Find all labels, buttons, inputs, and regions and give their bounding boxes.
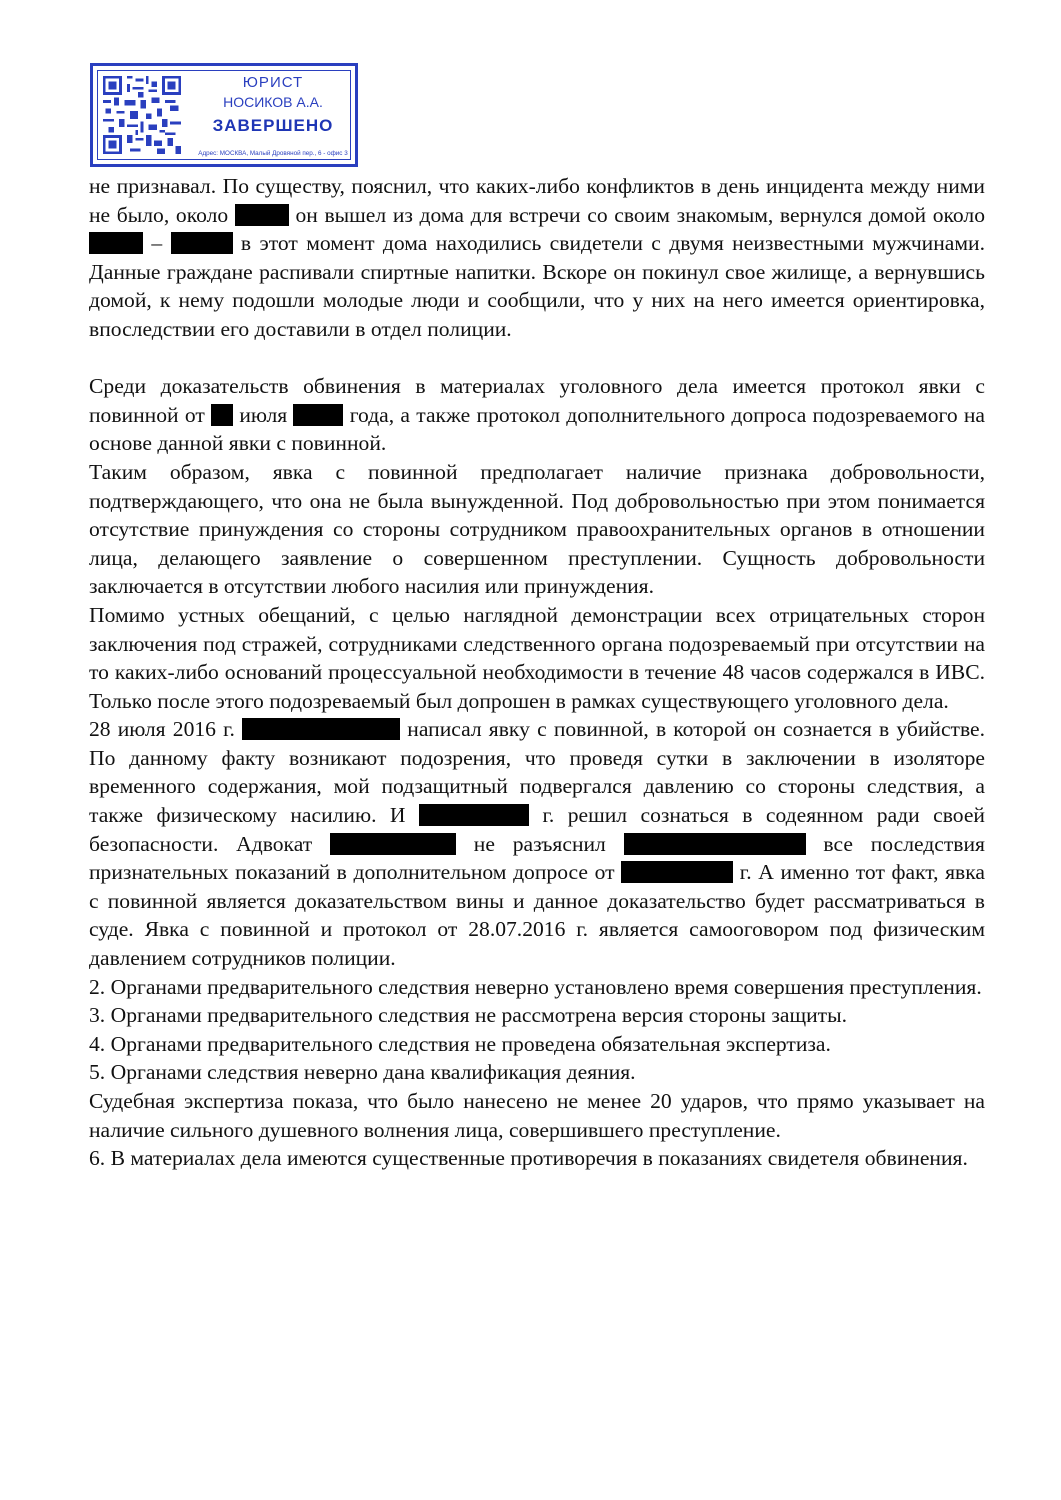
stamp-title: ЮРИСТ [242, 74, 304, 91]
paragraph-expertise: Судебная экспертиза показа, что было нанесено не менее 20 ударов, что прямо указывает на наличие сильного душевного волнения лица, совершившего преступление. [89, 1089, 985, 1142]
text-segment: он вышел из дома для встречи со своим знакомым, вернулся домой около [295, 202, 986, 227]
text-segment: все последствия признательных показаний в дополнительном допросе от [89, 831, 985, 885]
stamp-name: НОСИКОВ А.А. [223, 94, 323, 110]
text-segment: июля [239, 402, 288, 427]
paragraph-testimony [89, 172, 985, 344]
redaction [89, 232, 143, 254]
text-segment: Среди доказательств обвинения в материалах уголовного дела имеется протокол явки с повинной от [89, 374, 985, 427]
redaction [293, 404, 343, 426]
paragraph-evidence [89, 372, 985, 458]
redaction [330, 833, 456, 855]
text-segment: написал явку с повинной, в которой он сознается в убийстве. По данному факту возникают подозрения, что проведя сутки в заключении в изоляторе временного содержания, мой подзащитный подвергался давлению со стороны следствия, а также физическому насилию. И [89, 717, 986, 828]
text-segment: года, а также протокол дополнительного допроса подозреваемого на основе данной явки с повинной. [89, 402, 986, 456]
paragraph-gap [89, 344, 985, 373]
paragraph-point-3: 3. Органами предварительного следствия не рассмотрена версия стороны защиты. [89, 1003, 847, 1028]
redaction [235, 204, 289, 226]
document-body [89, 172, 985, 1173]
text-segment: – [151, 231, 163, 256]
paragraph-point-4: 4. Органами предварительного следствия не проведена обязательная экспертиза. [89, 1031, 831, 1056]
paragraph-point-5: 5. Органами следствия неверно дана квалификация деяния. [89, 1060, 636, 1085]
redaction [624, 833, 806, 855]
text-segment: не разъяснил [473, 831, 606, 856]
paragraph-detention: Помимо устных обещаний, с целью наглядной демонстрации всех отрицательных сторон заключения под стражей, сотрудниками следственного органа подозреваемый при отсутствии на то каких-либо оснований процессуальной необходимости в течение 48 часов содержался в ИВС. Только после этого подозреваемый был допрошен в рамках существующего уголовного дела. [89, 602, 985, 713]
text-segment: г. решил сознаться в содеянном ради своей безопасности. Адвокат [89, 803, 985, 856]
redaction [419, 804, 529, 826]
paragraph-point-6: 6. В материалах дела имеются существенные противоречия в показаниях свидетеля обвинения. [89, 1146, 968, 1171]
text-segment: не признавал. По существу, пояснил, что каких-либо конфликтов в день инцидента между ними не было, около [89, 174, 985, 227]
text-segment: 28 июля 2016 г. [89, 717, 235, 742]
text-segment: г. А именно тот факт, явка с повинной является доказательством вины и данное доказательство будет рассматриваться в суде. Явка с повинной и протокол от 28.07.2016 г. является самооговором под физическим давлением сотрудников полиции. [89, 860, 985, 971]
redaction [171, 232, 233, 254]
paragraph-confession [89, 715, 985, 972]
lawyer-stamp [90, 63, 358, 167]
redaction [242, 718, 400, 740]
stamp-address: Адрес: МОСКВА, Малый Дровяной пер., 6 - офис 3 [198, 150, 348, 157]
paragraph-point-2: 2. Органами предварительного следствия неверно установлено время совершения преступления. [89, 974, 982, 999]
redaction [211, 404, 233, 426]
redaction [621, 861, 733, 883]
stamp-status: ЗАВЕРШЕНО [212, 116, 334, 135]
text-segment: в этот момент дома находились свидетели с двумя неизвестными мужчинами. Данные граждане распивали спиртные напитки. Вскоре он покинул свое жилище, а вернувшись домой, к нему подошли молодые люди и сообщили, что у них на него имеется ориентировка, впоследствии его доставили в отдел полиции. [89, 231, 985, 341]
qr-code-icon [103, 76, 181, 154]
paragraph-voluntariness: Таким образом, явка с повинной предполагает наличие признака добровольности, подтверждающего, что она не была вынужденной. Под добровольностью при этом понимается отсутствие принуждения со стороны сотрудником правоохранительных органов в отношении лица, делающего заявление о совершенном преступлении. Сущность добровольности заключается в отсутствии любого насилия или принуждения. [89, 459, 985, 599]
